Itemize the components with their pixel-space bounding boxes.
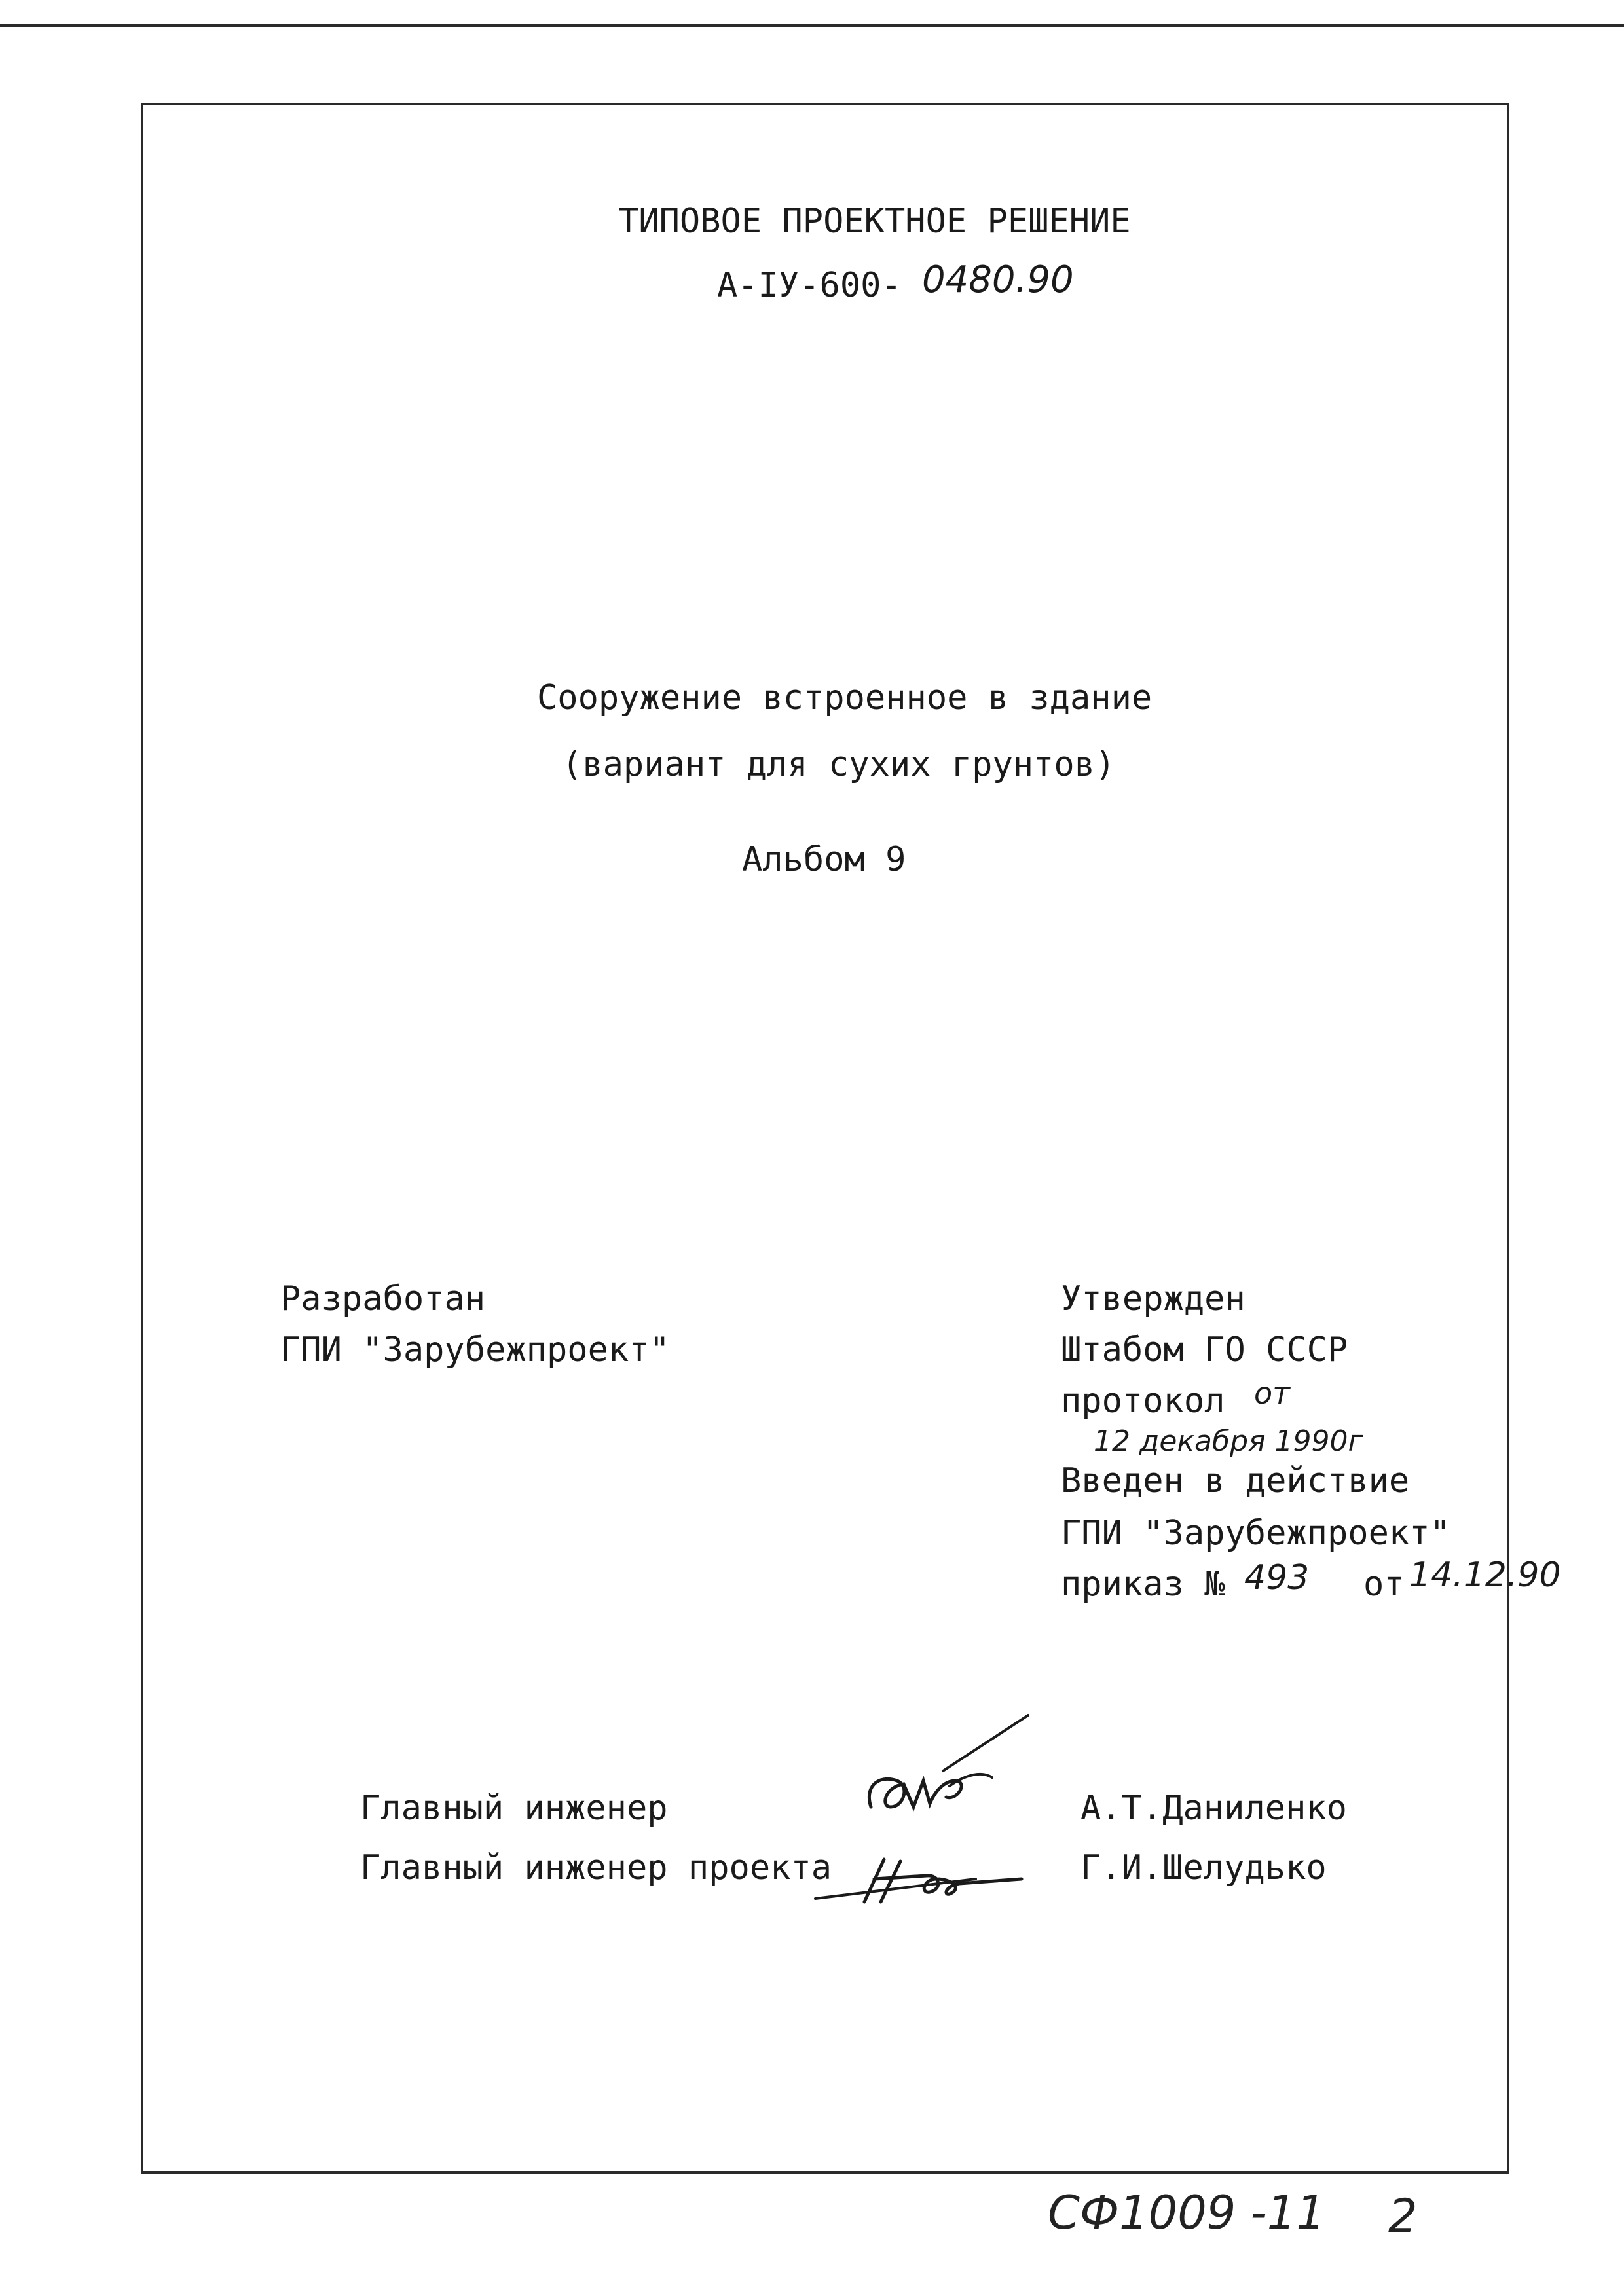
order-label: приказ № — [1061, 1565, 1225, 1604]
approval-label: Утвержден — [1061, 1279, 1246, 1319]
order-date: 14.12.90 — [1409, 1556, 1561, 1595]
signature-role-chief-engineer: Главный инженер — [360, 1789, 668, 1828]
signature-role-chief-project-engineer: Главный инженер проекта — [360, 1848, 832, 1887]
signature-name-chief-engineer: А.Т.Даниленко — [1080, 1789, 1347, 1828]
protocol-date: 12 декабря 1990г — [1094, 1425, 1363, 1458]
handwritten-signature-2 — [812, 1843, 1028, 1915]
signature-name-chief-project-engineer: Г.И.Шелудько — [1080, 1848, 1327, 1887]
protocol-from: от — [1254, 1376, 1290, 1411]
footer-document-number: СФ1009 -11 — [1048, 2186, 1325, 2240]
introduced-label: Введен в действие — [1061, 1461, 1410, 1501]
developer-label: Разработан — [280, 1279, 486, 1319]
approval-org: ГПИ "Зарубежпроект" — [1061, 1514, 1450, 1553]
order-from: от — [1363, 1565, 1405, 1604]
document-code-handwritten: 0480.90 — [922, 259, 1074, 301]
subject-line-2: (вариант для сухих грунтов) — [562, 745, 1116, 784]
protocol-label: протокол — [1061, 1381, 1225, 1421]
footer-page-number: 2 — [1388, 2189, 1418, 2243]
album-label: Альбом 9 — [742, 840, 906, 879]
developer-org: ГПИ "Зарубежпроект" — [280, 1330, 670, 1370]
document-title: ТИПОВОЕ ПРОЕКТНОЕ РЕШЕНИЕ — [618, 202, 1131, 241]
approval-by: Штабом ГО СССР — [1061, 1330, 1348, 1370]
top-rule — [0, 24, 1624, 27]
subject-line-1: Сооружение встроенное в здание — [537, 678, 1153, 718]
order-number: 493 — [1244, 1558, 1310, 1597]
handwritten-signature-1 — [851, 1709, 1035, 1833]
document-code: А-IУ-600- — [717, 266, 902, 305]
